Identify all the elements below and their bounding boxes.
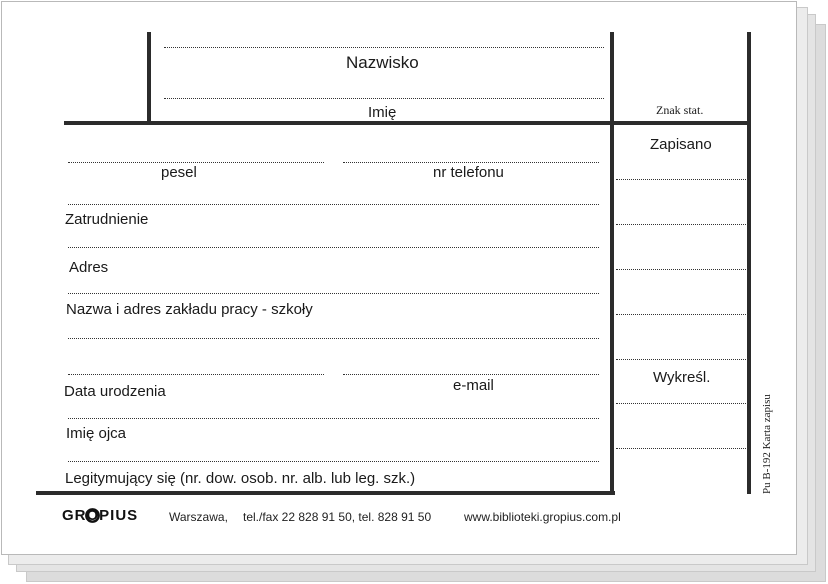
surname-dotted-line <box>164 47 604 48</box>
library-registration-card <box>1 1 797 555</box>
stat-mark-label: Znak stat. <box>656 103 704 117</box>
registered-line-3 <box>616 269 746 270</box>
email-label: e-mail <box>453 377 494 394</box>
birthdate-label: Data urodzenia <box>64 383 166 400</box>
id-dotted-line <box>68 461 599 462</box>
main-right-divider <box>610 32 614 494</box>
address-dotted-line <box>68 247 599 248</box>
workplace-label: Nazwa i adres zakładu pracy - szkoły <box>66 301 313 318</box>
pesel-label: pesel <box>161 164 197 181</box>
footer-contact: tel./fax 22 828 91 50, tel. 828 91 50 <box>243 510 432 524</box>
father-name-dotted-line <box>68 418 599 419</box>
deleted-line-2 <box>616 448 746 449</box>
registered-line-5 <box>616 359 746 360</box>
registered-line-1 <box>616 179 746 180</box>
id-document-label: Legitymujący się (nr. dow. osob. nr. alb. lub leg. szk.) <box>65 470 416 487</box>
footer-website: www.biblioteki.gropius.com.pl <box>464 510 621 524</box>
registered-line-2 <box>616 224 746 225</box>
header-bottom-rule <box>64 121 751 125</box>
phone-dotted-line <box>343 162 599 163</box>
workplace-dotted-line <box>68 293 599 294</box>
footer-city: Warszawa, <box>169 510 228 524</box>
footer-top-rule <box>36 491 615 495</box>
deleted-label: Wykreśl. <box>653 369 711 386</box>
registered-label: Zapisano <box>650 136 712 153</box>
phone-label: nr telefonu <box>433 164 504 181</box>
brand-name: GROPIUS <box>62 507 139 524</box>
surname-label: Nazwisko <box>346 53 419 72</box>
employment-dotted-line <box>68 204 599 205</box>
firstname-label: Imię <box>368 104 397 121</box>
email-dotted-line <box>343 374 599 375</box>
side-column-right-border <box>747 32 751 494</box>
address-label: Adres <box>69 259 109 276</box>
employment-label: Zatrudnienie <box>65 211 149 228</box>
registered-line-4 <box>616 314 746 315</box>
deleted-line-1 <box>616 403 746 404</box>
firstname-dotted-line <box>164 98 604 99</box>
form-code-label: Pu B-192 Karta zapisu <box>761 394 773 494</box>
birthdate-dotted-line <box>68 374 324 375</box>
workplace-extra-dotted-line <box>68 338 599 339</box>
pesel-dotted-line <box>68 162 324 163</box>
father-name-label: Imię ojca <box>66 425 127 442</box>
left-header-divider <box>147 32 151 122</box>
